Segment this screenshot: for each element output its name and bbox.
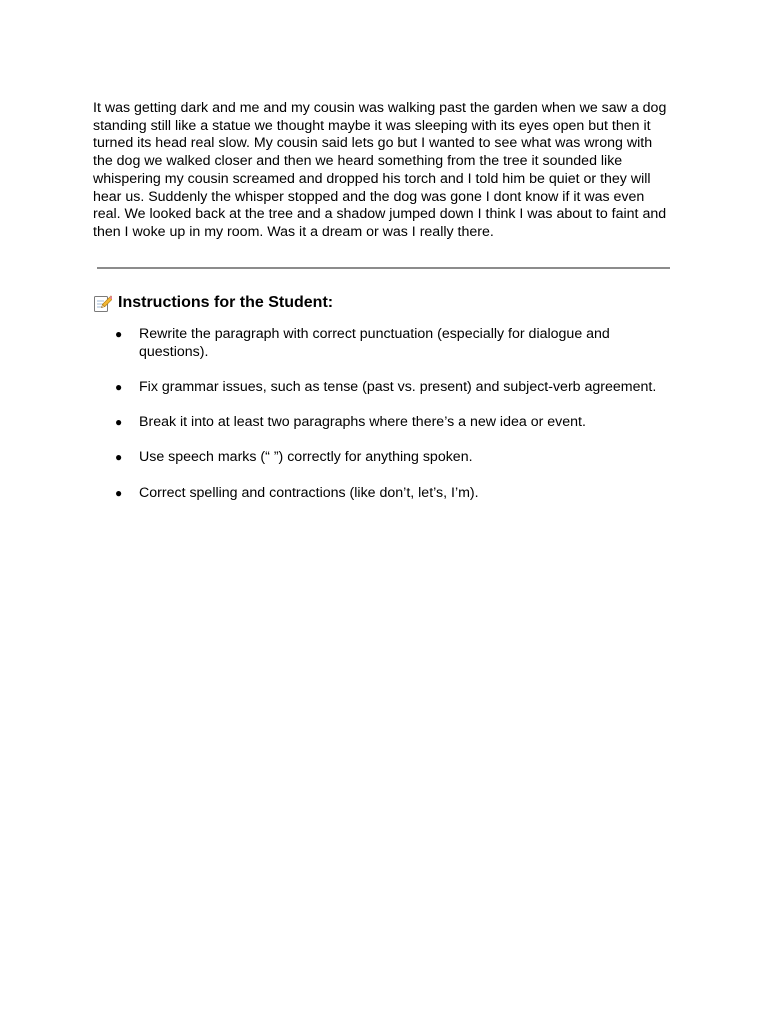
bullet-icon: ● [115, 485, 123, 500]
list-item-text: Fix grammar issues, such as tense (past vs. present) and subject-verb agreement. [139, 378, 657, 395]
list-item-text: Use speech marks (“ ”) correctly for anything spoken. [139, 449, 473, 466]
horizontal-divider [97, 267, 670, 269]
bullet-icon: ● [115, 450, 123, 465]
instructions-list [93, 326, 671, 520]
list-item-text: Correct spelling and contractions (like don’t, let’s, I’m). [139, 484, 479, 501]
list-item [93, 449, 671, 467]
list-item [93, 326, 671, 361]
story-paragraph: It was getting dark and me and my cousin was walking past the garden when we saw a dog standing still like a statue we thought maybe it was sleeping with its eyes open but then it turned its head real slow. My cousin said lets go but I wanted to see what was wrong with the dog we walked closer and then we heard something from the tree it sounded like whispering my cousin screamed and dropped his torch and I told him be quiet or they will hear us. Suddenly the whisper stopped and the dog was gone I dont know if it was even real. We looked back at the tree and a shadow jumped down I think I was about to faint and then I woke up in my room. Was it a dream or was I really there. [93, 100, 667, 240]
list-item [93, 414, 671, 432]
instructions-heading-text: Instructions for the Student: [118, 294, 334, 311]
bullet-icon: ● [115, 415, 123, 430]
instructions-heading [93, 292, 333, 314]
list-item-text: Break it into at least two paragraphs where there’s a new idea or event. [139, 414, 586, 431]
list-item-text: Rewrite the paragraph with correct punctuation (especially for dialogue and questions). [139, 326, 610, 360]
list-item [93, 485, 671, 503]
bullet-icon: ● [115, 327, 123, 341]
list-item [93, 379, 671, 397]
memo-pencil-icon [93, 294, 112, 313]
bullet-icon: ● [115, 379, 123, 394]
